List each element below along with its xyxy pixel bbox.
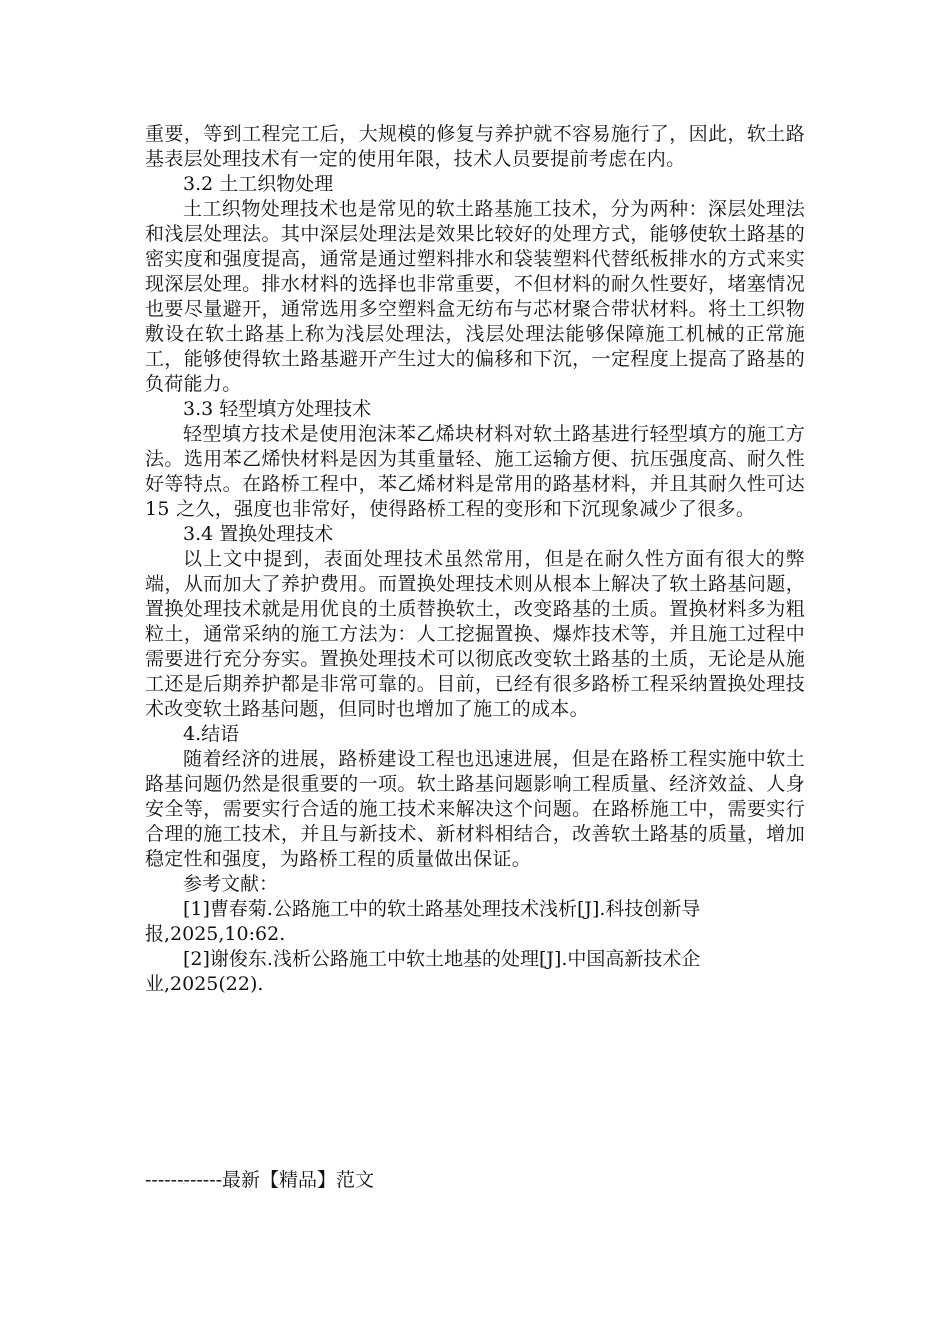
section-heading-3-3: 3.3 轻型填方处理技术 (183, 398, 372, 420)
section-heading-3-4: 3.4 置换处理技术 (183, 523, 334, 545)
section-heading-4: 4.结语 (183, 723, 240, 745)
section-paragraph-3-2: 土工织物处理技术也是常见的软土路基施工技术，分为两种：深层处理法和浅层处理法。其中深层处理法是效果比较好的处理方式，能够使软土路基的密实度和强度提高，通常是通过塑料排水和袋装塑料代替纸板排水的方式来实现深层处理。排水材料的选择也非常重要，不但材料的耐久性要好，堵塞情况也要尽量避开，通常选用多空塑料盒无纺布与芯材聚合带状材料。将土工织物敷设在软土路基上称为浅层处理法，浅层处理法能够保障施工机械的正常施工，能够使得软土路基避开产生过大的偏移和下沉，一定程度上提高了路基的负荷能力。 (145, 198, 805, 395)
section-heading-3-2: 3.2 土工织物处理 (183, 173, 334, 195)
references-heading: 参考文献： (183, 873, 279, 895)
intro-paragraph: 重要，等到工程完工后，大规模的修复与养护就不容易施行了，因此，软土路基表层处理技术有一定的使用年限，技术人员要提前考虑在内。 (145, 123, 805, 170)
reference-item-1: [1]曹春菊.公路施工中的软土路基处理技术浅析[J].科技创新导报,2025,10:62. (145, 898, 701, 945)
section-paragraph-4: 随着经济的进展，路桥建设工程也迅速进展，但是在路桥工程实施中软土路基问题仍然是很重要的一项。软土路基问题影响工程质量、经济效益、人身安全等，需要实行合适的施工技术来解决这个问题。在路桥施工中，需要实行合理的施工技术，并且与新技术、新材料相结合，改善软土路基的质量，增加稳定性和强度，为路桥工程的质量做出保证。 (145, 748, 805, 870)
document-body (145, 122, 805, 997)
section-paragraph-3-4: 以上文中提到，表面处理技术虽然常用，但是在耐久性方面有很大的弊端，从而加大了养护费用。而置换处理技术则从根本上解决了软土路基问题，置换处理技术就是用优良的土质替换软土，改变路基的土质。置换材料多为粗粒土，通常采纳的施工方法为：人工挖掘置换、爆炸技术等，并且施工过程中需要进行充分夯实。置换处理技术可以彻底改变软土路基的土质，无论是从施工还是后期养护都是非常可靠的。目前，已经有很多路桥工程采纳置换处理技术改变软土路基问题，但同时也增加了施工的成本。 (145, 548, 805, 720)
page-footer: ------------最新【精品】范文 (145, 1169, 375, 1191)
reference-item-2: [2]谢俊东.浅析公路施工中软土地基的处理[J].中国高新技术企业,2025(22). (145, 948, 701, 995)
section-paragraph-3-3: 轻型填方技术是使用泡沫苯乙烯块材料对软土路基进行轻型填方的施工方法。选用苯乙烯快材料是因为其重量轻、施工运输方便、抗压强度高、耐久性好等特点。在路桥工程中，苯乙烯材料是常用的路基材料，并且其耐久性可达 15 之久，强度也非常好，使得路桥工程的变形和下沉现象减少了很多。 (145, 423, 805, 520)
